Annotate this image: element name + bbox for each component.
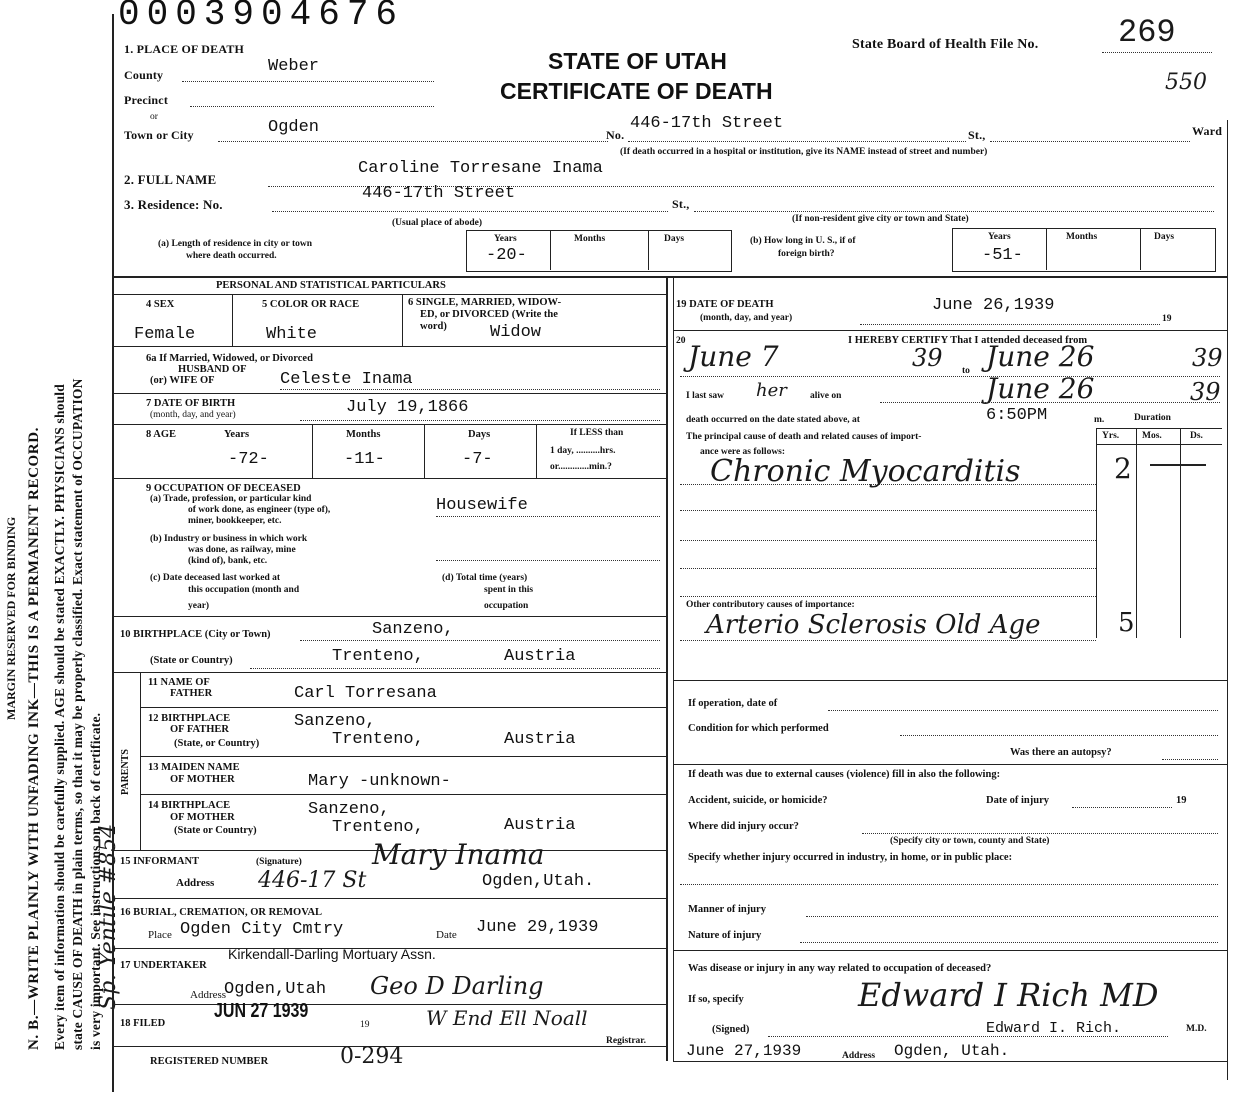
last-saw-her: her — [756, 380, 787, 401]
filed-stamp: JUN 27 1939 — [214, 1000, 309, 1022]
autopsy-label: Was there an autopsy? — [1010, 747, 1112, 758]
informant-sig-label: (Signature) — [256, 857, 302, 867]
length-residence-label-1: (a) Length of residence in city or town — [158, 239, 313, 249]
margin-instruction-2: state CAUSE OF DEATH in plain terms, so that it may be properly classified. Exact statement of OCCUPATION — [70, 378, 85, 1050]
margin-nb-text: N. B.—WRITE PLAINLY WITH UNFADING INK—THIS IS A PERMANENT RECORD. — [26, 427, 42, 1050]
a-months-header: Months — [574, 234, 606, 244]
margin-handwritten-note: Sp. Yentile #854 — [96, 823, 121, 1010]
contributory-duration: 5 — [1118, 608, 1135, 638]
attended-from: June 7 — [688, 340, 779, 373]
cause-label-1: The principal cause of death and related causes of import- — [686, 432, 922, 442]
physician-typed-name: Edward I. Rich. — [986, 1020, 1122, 1037]
occ-c-3: year) — [188, 601, 210, 611]
mother-birthplace-state: Trenteno, — [332, 818, 424, 837]
date-of-death: June 26,1939 — [932, 296, 1055, 315]
spouse-label-1: 6a If Married, Widowed, or Divorced — [146, 353, 313, 364]
father-label-2: FATHER — [170, 688, 213, 699]
occ-a-2: of work done, as engineer (type of), — [188, 505, 331, 515]
duration-ds-label: Ds. — [1190, 431, 1203, 441]
county-label: County — [124, 68, 164, 82]
mother-birthplace-city: Sanzeno, — [308, 800, 390, 819]
street-value: 446-17th Street — [630, 114, 784, 133]
injury-year-label: 19 — [1176, 795, 1187, 806]
or-label: or — [150, 112, 158, 122]
a-days-header: Days — [664, 234, 685, 244]
length-residence-label-2: where death occurred. — [186, 251, 277, 261]
physician-sign-date: June 27,1939 — [686, 1042, 802, 1060]
informant-address-label: Address — [176, 877, 215, 889]
state-title: STATE OF UTAH — [548, 48, 727, 74]
occ-d-3: occupation — [484, 601, 529, 611]
registered-number-label: REGISTERED NUMBER — [150, 1056, 269, 1067]
operation-label: If operation, date of — [688, 698, 778, 709]
marital-label-3: word) — [420, 321, 447, 332]
parents-side-label: PARENTS — [120, 749, 131, 795]
attended-from-year: 39 — [912, 344, 943, 372]
registered-number: 0-294 — [340, 1044, 404, 1069]
full-name-label: 2. FULL NAME — [124, 172, 217, 187]
age-months-value: -11- — [344, 450, 385, 469]
occ-d-2: spent in this — [484, 585, 534, 595]
to-label: to — [962, 366, 970, 376]
date-of-death-label-2: (month, day, and year) — [700, 313, 793, 323]
street-no-label: No. — [606, 128, 625, 142]
date-of-death-year: 19 — [1162, 314, 1172, 324]
death-time: 6:50PM — [986, 406, 1048, 425]
duration-mos-label: Mos. — [1142, 431, 1162, 441]
informant-address-typed: Ogden,Utah. — [482, 872, 595, 891]
mother-birthplace-country: Austria — [504, 816, 576, 835]
age-days-value: -7- — [462, 450, 493, 469]
certificate-title: CERTIFICATE OF DEATH — [500, 78, 773, 104]
burial-date: June 29,1939 — [476, 918, 599, 937]
death-at-label: death occurred on the date stated above, at — [686, 415, 860, 425]
father-birthplace-state: Trenteno, — [332, 730, 424, 749]
father-birthplace-country: Austria — [504, 730, 576, 749]
dob-label: 7 DATE OF BIRTH — [146, 398, 236, 409]
b-days-header: Days — [1154, 232, 1175, 242]
last-saw-date: June 26 — [986, 372, 1095, 405]
where-injury-label: Where did injury occur? — [688, 821, 799, 832]
burial-place-label: Place — [148, 929, 172, 941]
birthplace-state-label: (State or Country) — [150, 655, 233, 666]
margin-instruction-1: Every item of information should be carefully supplied. AGE should be stated EXACTLY. PHYSICIANS should — [52, 384, 67, 1050]
hospital-note: (If death occurred in a hospital or institution, give its NAME instead of street and number) — [620, 147, 988, 157]
death-time-m-label: m. — [1094, 415, 1105, 425]
burial-date-label: Date — [436, 929, 457, 941]
spouse-value: Celeste Inama — [280, 370, 413, 389]
attended-to-year: 39 — [1192, 344, 1223, 372]
informant-signature: Mary Inama — [372, 838, 545, 871]
residence-value: 446-17th Street — [362, 184, 516, 203]
father-birthplace-label-2: OF FATHER — [170, 724, 230, 735]
a-years-value: -20- — [486, 246, 527, 265]
cause-duration-yrs: 2 — [1114, 452, 1132, 485]
a-years-header: Years — [494, 234, 517, 244]
county-value: Weber — [268, 57, 320, 76]
attended-to: June 26 — [986, 340, 1095, 373]
father-label-1: 11 NAME OF — [148, 677, 210, 688]
alive-on-label: alive on — [810, 391, 842, 401]
birthplace-state: Trenteno, — [332, 647, 424, 666]
filed-year-label: 19 — [360, 1020, 370, 1030]
occ-c-1: (c) Date deceased last worked at — [150, 573, 281, 583]
undertaker-name: Kirkendall-Darling Mortuary Assn. — [228, 946, 436, 962]
specify-industry-label: Specify whether injury occurred in industry, in home, or in public place: — [688, 852, 1013, 863]
burial-place: Ogden City Cmtry — [180, 920, 344, 939]
race-label: 5 COLOR OR RACE — [262, 299, 360, 310]
st-label: St., — [968, 128, 986, 142]
occupation-heading: 9 OCCUPATION OF DECEASED — [146, 483, 301, 494]
occupation-value: Housewife — [436, 496, 528, 515]
last-saw-year: 39 — [1190, 378, 1221, 406]
date-of-death-label-1: 19 DATE OF DEATH — [676, 299, 774, 310]
how-long-us-label-2: foreign birth? — [778, 249, 835, 259]
contributory-label: Other contributory causes of importance: — [686, 600, 855, 610]
sex-label: 4 SEX — [146, 299, 175, 310]
b-months-header: Months — [1066, 232, 1098, 242]
ward-label: Ward — [1192, 124, 1223, 138]
mother-label-1: 13 MAIDEN NAME — [148, 762, 240, 773]
manner-injury-label: Manner of injury — [688, 904, 766, 915]
spouse-label-2: HUSBAND OF — [178, 364, 247, 375]
residence-st-label: St., — [672, 197, 690, 211]
non-resident-note: (If non-resident give city or town and State) — [792, 214, 969, 224]
if-so-label: If so, specify — [688, 994, 744, 1005]
b-years-value: -51- — [982, 246, 1023, 265]
external-causes-label: If death was due to external causes (violence) fill in also the following: — [688, 769, 1001, 780]
town-value: Ogden — [268, 118, 320, 137]
marital-label-1: 6 SINGLE, MARRIED, WIDOW- — [408, 297, 562, 308]
informant-label: 15 INFORMANT — [120, 856, 200, 867]
occ-b-3: (kind of), bank, etc. — [188, 556, 268, 566]
file-no: 269 — [1118, 14, 1176, 51]
race-value: White — [266, 325, 318, 344]
less-than-label-2: 1 day, ..........hrs. — [550, 446, 616, 456]
birthplace-label: 10 BIRTHPLACE (City or Town) — [120, 629, 271, 640]
signed-label: (Signed) — [712, 1024, 750, 1035]
occupation-related-label: Was disease or injury in any way related to occupation of deceased? — [688, 963, 992, 974]
full-name-value: Caroline Torresane Inama — [358, 159, 603, 178]
father-birthplace-city: Sanzeno, — [294, 712, 376, 731]
duration-yrs-label: Yrs. — [1102, 431, 1120, 441]
age-years-header: Years — [224, 429, 250, 440]
undertaker-address-label: Address — [190, 989, 227, 1001]
spouse-label-3: (or) WIFE OF — [150, 375, 215, 386]
usual-abode-note: (Usual place of abode) — [392, 218, 482, 228]
undertaker-signature: Geo D Darling — [370, 972, 544, 1000]
extra-number: 550 — [1165, 70, 1207, 95]
sex-value: Female — [134, 325, 196, 344]
age-days-header: Days — [468, 429, 491, 440]
filed-label: 18 FILED — [120, 1018, 166, 1029]
less-than-label-3: or.............min.? — [550, 462, 612, 472]
contributory-cause: Arterio Sclerosis Old Age — [706, 610, 1041, 640]
physician-address-label: Address — [842, 1051, 876, 1061]
physician-address: Ogden, Utah. — [894, 1042, 1010, 1060]
residence-label: 3. Residence: No. — [124, 197, 223, 212]
certificate-number: 0003904676 — [118, 0, 405, 35]
injury-date-label: Date of injury — [986, 795, 1049, 806]
father-birthplace-label-3: (State, or Country) — [174, 738, 260, 749]
age-label: 8 AGE — [146, 429, 177, 440]
physician-signature: Edward I Rich MD — [858, 976, 1159, 1014]
dob-sub-label: (month, day, and year) — [150, 410, 236, 420]
occ-d-1: (d) Total time (years) — [442, 573, 528, 583]
precinct-label: Precinct — [124, 93, 169, 107]
accident-label: Accident, suicide, or homicide? — [688, 795, 828, 806]
age-years-value: -72- — [228, 450, 269, 469]
marital-value: Widow — [490, 323, 542, 342]
undertaker-address: Ogden,Utah — [224, 980, 327, 999]
occ-b-2: was done, as railway, mine — [188, 545, 296, 555]
mother-birthplace-label-3: (State or Country) — [174, 825, 257, 836]
mother-birthplace-label-2: OF MOTHER — [170, 812, 235, 823]
dob-value: July 19,1866 — [346, 398, 469, 417]
birthplace-country: Austria — [504, 647, 576, 666]
b-years-header: Years — [988, 232, 1011, 242]
marital-label-2: ED, or DIVORCED (Write the — [420, 309, 558, 320]
registrar-signature: W End Ell Noall — [426, 1006, 588, 1030]
mother-label-2: OF MOTHER — [170, 774, 235, 785]
occ-a-1: (a) Trade, profession, or particular kind — [150, 494, 312, 504]
burial-label: 16 BURIAL, CREMATION, OR REMOVAL — [120, 907, 323, 918]
certify-text: I HEREBY CERTIFY That I attended deceased from — [848, 335, 1088, 346]
informant-address-handwritten: 446-17 St — [258, 868, 367, 893]
personal-heading: PERSONAL AND STATISTICAL PARTICULARS — [216, 280, 446, 291]
mother-birthplace-label-1: 14 BIRTHPLACE — [148, 800, 231, 811]
mother-value: Mary -unknown- — [308, 772, 451, 791]
md-label: M.D. — [1186, 1024, 1207, 1034]
specify-city-note: (Specify city or town, county and State) — [890, 836, 1050, 846]
margin-instruction-3: is very important. See instructions on back of certificate. — [88, 712, 103, 1050]
margin-reserved-text: MARGIN RESERVED FOR BINDING — [4, 516, 18, 720]
nature-injury-label: Nature of injury — [688, 930, 762, 941]
age-months-header: Months — [346, 429, 381, 440]
item-20-label: 20 — [676, 336, 686, 346]
registrar-label: Registrar. — [606, 1036, 647, 1046]
cause-label-2: ance were as follows: — [700, 447, 786, 457]
occ-c-2: this occupation (month and — [188, 585, 300, 595]
how-long-us-label-1: (b) How long in U. S., if of — [750, 236, 856, 246]
father-birthplace-label-1: 12 BIRTHPLACE — [148, 713, 231, 724]
duration-label: Duration — [1134, 413, 1171, 423]
father-value: Carl Torresana — [294, 684, 437, 703]
undertaker-label: 17 UNDERTAKER — [120, 960, 207, 971]
occ-b-1: (b) Industry or business in which work — [150, 534, 308, 544]
file-no-label: State Board of Health File No. — [852, 37, 1039, 52]
birthplace-city: Sanzeno, — [372, 620, 454, 639]
town-label: Town or City — [124, 128, 194, 142]
occ-a-3: miner, bookkeeper, etc. — [188, 516, 282, 526]
place-of-death-heading: 1. PLACE OF DEATH — [124, 42, 245, 56]
condition-label: Condition for which performed — [688, 723, 829, 734]
last-saw-label: I last saw — [686, 391, 725, 401]
less-than-label-1: If LESS than — [570, 428, 624, 438]
principal-cause: Chronic Myocarditis — [710, 454, 1021, 489]
